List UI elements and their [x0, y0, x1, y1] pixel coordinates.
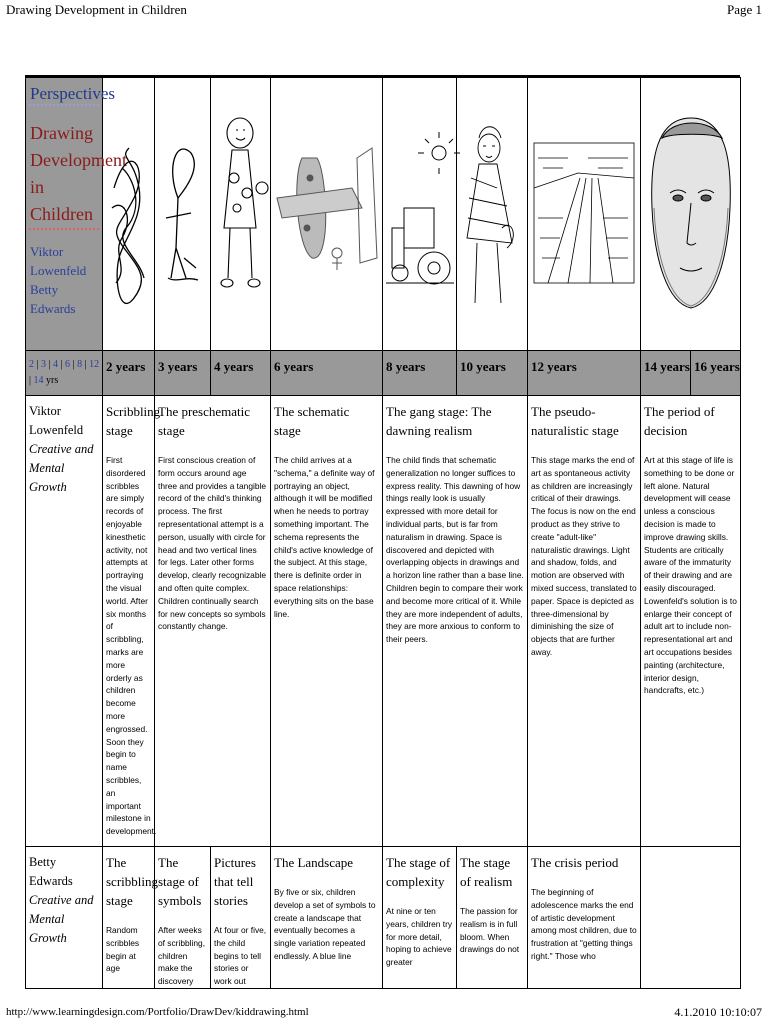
edwards-author-cell [26, 847, 103, 989]
stage-description: The beginning of adolescence marks the end of artistic development among most children, due to frustration at "getting things right." Those who [531, 887, 637, 961]
book-title: Creative and Mental Growth [29, 893, 94, 945]
page-url[interactable]: http://www.learningdesign.com/Portfolio/DrawDev/kiddrawing.html [6, 1006, 309, 1018]
stage-cell [155, 847, 211, 989]
age-link[interactable]: 8 [77, 359, 83, 370]
drawing-development-table [25, 75, 740, 987]
lowenfeld-author-cell [26, 396, 103, 847]
page-title: Drawing Development in Children [30, 123, 127, 224]
stage-title: Pictures that tell stories [214, 855, 256, 908]
stage-cell [641, 396, 741, 847]
stage-description: After weeks of scribbling, children make the discovery [158, 925, 206, 987]
age-link[interactable]: 6 [65, 359, 71, 370]
stage-cell [271, 396, 383, 847]
stage-description: Art at this stage of life is something to be done or left alone. Natural development will cease unless a conscious decision is made to improve drawing skills. Students are critically aware of the immaturity of their drawing and are easily discouraged. Lowenfeld's solution is to enlarge their concept of adult art to include non-representational art and art occupations besides painting (architecture, interior design, handcrafts, etc.) [644, 455, 737, 696]
girl-portrait-drawing [457, 78, 528, 351]
age-header: 4 years [211, 351, 271, 396]
age-link[interactable]: 4 [53, 359, 59, 370]
figure-scribble-drawing [155, 78, 211, 351]
stage-cell [271, 847, 383, 989]
author-list [26, 230, 102, 318]
stage-description: This stage marks the end of art as spontaneous activity as children are increasingly critical of their drawings. The focus is now on the end product as they strive to create "adult-like" naturalistic drawings. Light and shadow, folds, and motion are observed with mixed success, translated to paper. Space is depicted as three-dimensional by diminishing the size of objects that are further away. [531, 455, 637, 657]
stage-title: The crisis period [531, 855, 619, 870]
realistic-face-drawing [641, 78, 741, 351]
book-title: Creative and Mental Growth [29, 442, 94, 494]
age-header: 6 years [271, 351, 383, 396]
stage-description: First conscious creation of form occurs around age three and provides a tangible record of the child's thinking process. The first representational attempt is a person, usually with circle for head and two vertical lines for legs. Later other forms develop, clearly recognizable and often quite complex. Children continually search for new concepts so symbols constantly change. [158, 455, 267, 632]
page-header-title: Drawing Development in Children [6, 2, 187, 17]
age-header: 16 years [691, 351, 741, 396]
stage-title: The scribbling stage [106, 855, 158, 908]
age-header: 8 years [383, 351, 457, 396]
stage-title: The schematic stage [274, 404, 350, 438]
empty-cell [641, 847, 741, 989]
perspectives-heading: Perspectives [30, 84, 115, 103]
stage-title: The pseudo- naturalistic stage [531, 404, 619, 438]
age-link[interactable]: 12 [89, 359, 100, 370]
stage-description: The child finds that schematic generalization no longer suffices to express reality. This dawning of how things really look is usually expressed with more detail for individual parts, but is far from naturalism in drawing. Space is discovered and depicted with overlapping objects in drawings and a horizon line rather than a base line. Children begin to compare their work and become more critical of it. While they are more independent of adults, they are more anxious to conform to their peers. [386, 455, 524, 645]
author-name: Viktor [29, 404, 61, 418]
stage-cell [103, 847, 158, 989]
stage-cell [383, 396, 528, 847]
age-header: 14 years [641, 351, 691, 396]
stage-description: At nine or ten years, children try for more detail, hoping to achieve greater [386, 906, 453, 968]
stage-description: The passion for realism is in full bloom. When drawings do not [460, 906, 520, 955]
author-name: Betty Edwards [29, 855, 73, 888]
stage-title: The stage of symbols [158, 855, 202, 908]
schematic-landscape-drawing [271, 78, 383, 351]
author-name: Lowenfeld [29, 423, 84, 437]
age-header: 10 years [457, 351, 528, 396]
perspectives-cell [26, 78, 127, 351]
stage-description: At four or five, the child begins to tell stories or work out [214, 925, 267, 987]
age-header: 2 years [103, 351, 155, 396]
print-timestamp: 4.1.2010 10:10:07 [674, 1005, 762, 1019]
city-perspective-drawing [528, 78, 641, 351]
author-name[interactable]: Viktor [30, 244, 64, 259]
tractor-drawing [383, 78, 457, 351]
age-header: 3 years [155, 351, 211, 396]
age-links-cell: 2 | 3 | 4 | 6 | 8 | 12 | 14 yrs [26, 351, 103, 396]
age-link[interactable]: 14 [33, 375, 44, 386]
stage-cell [211, 847, 271, 989]
stage-cell [528, 396, 641, 847]
stage-title: The Landscape [274, 855, 354, 870]
stage-title: The gang stage: The dawning realism [386, 404, 492, 438]
person-drawing [211, 78, 271, 351]
scribble-drawing [103, 78, 155, 351]
stage-cell [457, 847, 528, 989]
stage-title: Scribbling stage [106, 404, 161, 438]
age-link[interactable]: 2 [29, 359, 34, 370]
author-name[interactable]: Betty Edwards [30, 282, 76, 316]
page-number: Page 1 [726, 2, 762, 17]
stage-description: Random scribbles begin at age [106, 925, 140, 974]
stage-title: The preschematic stage [158, 404, 251, 438]
stage-description: The child arrives at a "schema," a definite way of portraying an object, although it will be modified when he needs to portray something important. The schema represents the child's active knowledge of the subject. At this stage, there is definite order in space relationships: everything sits on the base line. [274, 455, 375, 619]
stage-description: First disordered scribbles are simply records of enjoyable kinesthetic activity, not attempts at portraying the visual world. After six months of scribbling, marks are more orderly as children become more engrossed. Soon they begin to name scribbles, an important milestone in development. [106, 455, 157, 837]
stage-cell [383, 847, 457, 989]
stage-title: The stage of realism [460, 855, 513, 889]
stage-title: The stage of complexity [386, 855, 451, 889]
stage-cell [155, 396, 271, 847]
stage-description: By five or six, children develop a set of symbols to create a landscape that eventually becomes a single variation repeated endlessly. A blue line [274, 887, 376, 961]
author-name[interactable]: Lowenfeld [30, 263, 87, 278]
stage-cell [103, 396, 161, 847]
age-link[interactable]: 3 [41, 359, 47, 370]
age-links-suffix: yrs [46, 375, 59, 386]
age-header: 12 years [528, 351, 641, 396]
stage-cell [528, 847, 641, 989]
stage-title: The period of decision [644, 404, 715, 438]
